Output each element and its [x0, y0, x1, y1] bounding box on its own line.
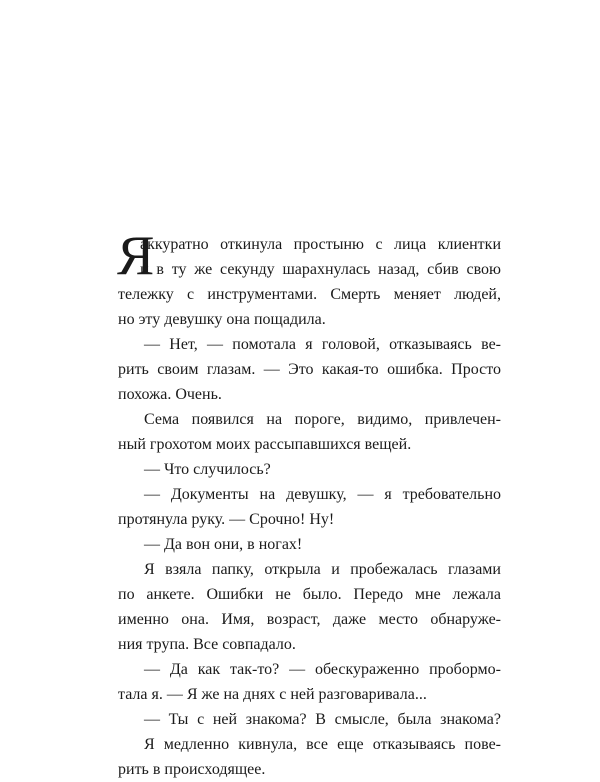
body-text [117, 225, 501, 782]
text-line: тала я. — Я же на днях с ней разговаривала... [118, 686, 427, 703]
text-line: и в ту же секунду шарахнулась назад, сбив свою [140, 261, 501, 278]
text-line: — Да вон они, в ногах! [144, 536, 303, 553]
text-line: — Что случилось? [144, 461, 271, 478]
text-line: ный грохотом моих рассыпавшихся вещей. [118, 436, 412, 453]
text-line: — Ты с ней знакома? В смысле, была знакома? [144, 711, 501, 728]
text-line: тележку с инструментами. Смерть меняет людей, [118, 286, 501, 303]
text-line: по анкете. Ошибки не было. Передо мне лежала [118, 586, 501, 603]
text-line: Я медленно кивнула, все еще отказываясь пове- [144, 736, 501, 753]
text-line: похожа. Очень. [118, 386, 222, 403]
text-line: ния трупа. Все совпадало. [118, 636, 296, 653]
text-line: протянула руку. — Срочно! Ну! [118, 511, 335, 528]
text-line: Я взяла папку, открыла и пробежалась глазами [144, 561, 501, 578]
text-line: рить в происходящее. [118, 761, 266, 778]
text-line: Сема появился на пороге, видимо, привлечен- [144, 411, 501, 428]
text-line: именно она. Имя, возраст, даже место обнаруже- [118, 611, 501, 628]
text-line: аккуратно откинула простыню с лица клиентки [140, 236, 501, 253]
text-line: — Документы на девушку, — я требовательно [144, 486, 501, 503]
drop-cap-letter: Я [117, 225, 155, 287]
text-line: — Нет, — помотала я головой, отказываясь ве- [144, 336, 501, 353]
text-line: но эту девушку она пощадила. [118, 311, 326, 328]
text-line: — Да как так-то? — обескураженно пробормо- [144, 661, 501, 678]
text-line: рить своим глазам. — Это какая-то ошибка. Просто [118, 361, 501, 378]
